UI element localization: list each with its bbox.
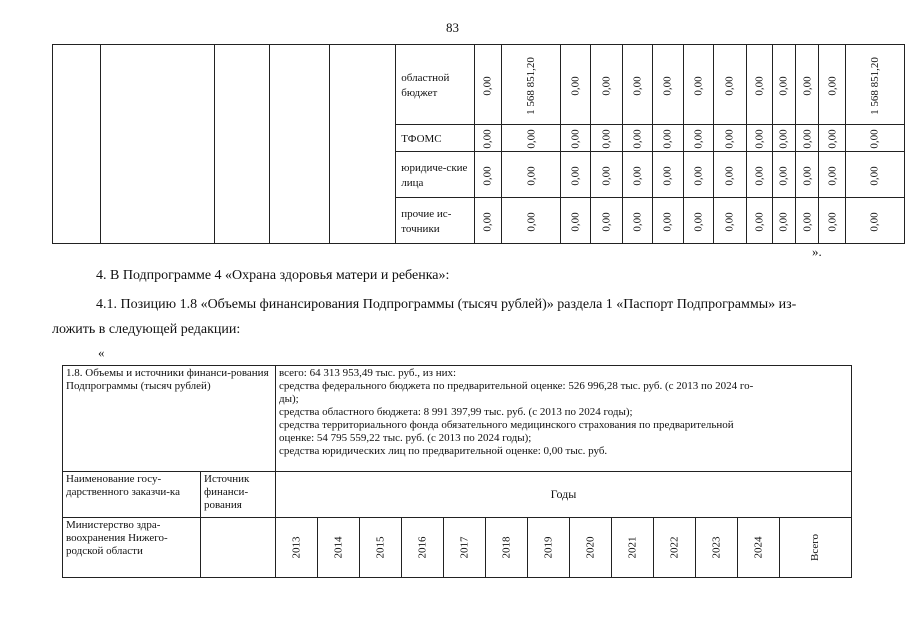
closing-quote: ».: [812, 244, 822, 259]
value-cell: 0,00: [772, 45, 796, 125]
value-cell: 0,00: [652, 125, 683, 152]
year-cell: 2014: [318, 518, 360, 578]
value-cell: 0,00: [846, 152, 905, 198]
value-cell: 0,00: [796, 152, 819, 198]
source-empty: [201, 518, 276, 578]
value-cell: 0,00: [652, 152, 683, 198]
value-cell: 0,00: [772, 125, 796, 152]
paragraph-4: 4. В Подпрограмме 4 «Охрана здоровья матери и ребенка»:: [96, 268, 450, 283]
year-cell: 2013: [276, 518, 318, 578]
year-cell: 2024: [738, 518, 780, 578]
value-cell: 0,00: [714, 125, 747, 152]
info-line: ды);: [279, 393, 299, 405]
value-cell: 0,00: [714, 45, 747, 125]
value-cell: 0,00: [746, 45, 772, 125]
info-line: всего: 64 313 953,49 тыс. руб., из них:: [279, 367, 457, 379]
value-cell: 0,00: [714, 198, 747, 244]
value-cell: 0,00: [474, 198, 502, 244]
empty-col-5: [329, 45, 396, 244]
value-cell: 0,00: [714, 152, 747, 198]
year-cell: 2016: [402, 518, 444, 578]
year-cell: 2022: [654, 518, 696, 578]
value-cell: 0,00: [819, 45, 846, 125]
value-cell: 0,00: [683, 125, 714, 152]
value-cell: 0,00: [561, 125, 591, 152]
value-cell: 0,00: [819, 198, 846, 244]
info-line: средства территориального фонда обязательного медицинского страхования по предварительной: [279, 419, 734, 431]
value-cell: 0,00: [796, 198, 819, 244]
funding-info: [276, 366, 852, 472]
value-cell: 0,00: [561, 152, 591, 198]
value-cell: 0,00: [623, 125, 653, 152]
position-label: 1.8. Объемы и источники финанси-рования Подпрограммы (тысяч рублей): [63, 366, 276, 472]
value-cell: 0,00: [796, 125, 819, 152]
value-cell: 0,00: [796, 45, 819, 125]
year-cell: 2015: [360, 518, 402, 578]
year-cell: 2019: [528, 518, 570, 578]
value-cell: 0,00: [590, 45, 623, 125]
value-cell: 0,00: [561, 198, 591, 244]
year-cell: 2018: [486, 518, 528, 578]
value-cell: 0,00: [746, 125, 772, 152]
opening-quote: «: [98, 345, 105, 360]
source-label: областной бюджет: [396, 45, 474, 125]
value-cell: 0,00: [623, 152, 653, 198]
passport-position-table: [62, 365, 852, 578]
empty-col-2: [101, 45, 215, 244]
total-cell: Всего: [780, 518, 852, 578]
value-cell: 1 568 851,20: [502, 45, 561, 125]
value-cell: 0,00: [772, 198, 796, 244]
years-header: Годы: [276, 472, 852, 518]
value-cell: 0,00: [683, 45, 714, 125]
customer-header: Наименование госу-дарственного заказчи-ка: [63, 472, 201, 518]
value-cell: 0,00: [652, 45, 683, 125]
info-line: средства федерального бюджета по предварительной оценке: 526 996,28 тыс. руб. (с 2013 по 2024 го-: [279, 380, 754, 392]
customer-name: Министерство здра-воохранения Нижего-родской области: [63, 518, 201, 578]
empty-col-4: [269, 45, 329, 244]
value-cell: 0,00: [590, 125, 623, 152]
value-cell: 0,00: [502, 198, 561, 244]
info-line: средства областного бюджета: 8 991 397,99 тыс. руб. (с 2013 по 2024 годы);: [279, 406, 633, 418]
value-cell: 0,00: [683, 152, 714, 198]
info-line: оценке: 54 795 559,22 тыс. руб. (с 2013 по 2024 годы);: [279, 432, 532, 444]
value-cell: 0,00: [502, 152, 561, 198]
value-cell: 0,00: [474, 152, 502, 198]
funding-table-continued: [52, 44, 905, 244]
value-cell: 0,00: [623, 45, 653, 125]
source-label: прочие ис-точники: [396, 198, 474, 244]
info-line: средства юридических лиц по предварительной оценке: 0,00 тыс. руб.: [279, 445, 608, 457]
value-cell: 0,00: [746, 152, 772, 198]
value-cell: 0,00: [819, 125, 846, 152]
value-cell: 0,00: [819, 152, 846, 198]
value-cell: 0,00: [846, 198, 905, 244]
paragraph-4-1-line1: 4.1. Позицию 1.8 «Объемы финансирования Подпрограммы (тысяч рублей)» раздела 1 «Паспорт Подпрограммы» из-: [96, 297, 797, 312]
value-cell: 0,00: [623, 198, 653, 244]
value-cell: 0,00: [502, 125, 561, 152]
year-cell: 2020: [570, 518, 612, 578]
value-cell: 1 568 851,20: [846, 45, 905, 125]
source-label: юридиче-ские лица: [396, 152, 474, 198]
empty-col-1: [53, 45, 101, 244]
value-cell: 0,00: [590, 198, 623, 244]
value-cell: 0,00: [561, 45, 591, 125]
value-cell: 0,00: [772, 152, 796, 198]
value-cell: 0,00: [652, 198, 683, 244]
value-cell: 0,00: [846, 125, 905, 152]
year-cell: 2021: [612, 518, 654, 578]
value-cell: 0,00: [474, 45, 502, 125]
value-cell: 0,00: [590, 152, 623, 198]
value-cell: 0,00: [474, 125, 502, 152]
year-cell: 2017: [444, 518, 486, 578]
value-cell: 0,00: [746, 198, 772, 244]
source-header: Источник финанси-рования: [201, 472, 276, 518]
page-number: 83: [446, 20, 459, 35]
year-cell: 2023: [696, 518, 738, 578]
paragraph-4-1-line2: ложить в следующей редакции:: [52, 322, 241, 337]
empty-col-3: [215, 45, 269, 244]
source-label: ТФОМС: [396, 125, 474, 152]
value-cell: 0,00: [683, 198, 714, 244]
